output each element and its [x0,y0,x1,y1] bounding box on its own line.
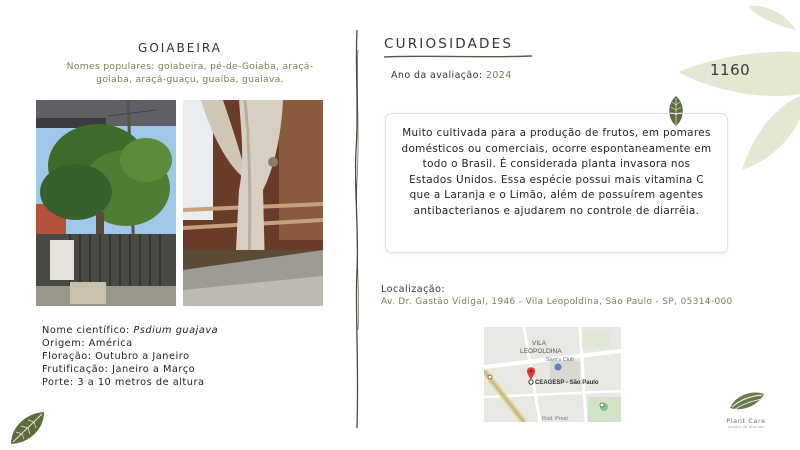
fruiting: Frutificação: Janeiro a Março [42,364,196,375]
map-area-label-1: VILA [532,340,547,347]
record-number: 1160 [710,61,751,79]
evaluation-year [391,70,512,81]
location-address: Av. Dr. Gastão Vidigal, 1946 - Vila Leopoldina, São Paulo - SP, 05314-000 [381,297,733,307]
plant-title: GOIABEIRA [138,41,222,55]
curiosities-card: Muito cultivada para a produção de frutos, em pomares domésticos ou comerciais, ocorre espontaneamente em todo o Brasil. É considerada planta invasora nos Estados Unidos. Essa espécie possui mais vitamina C que a Laranja e o Limão, além de possuírem agentes antibacterianos e ajudarem no controle de diarréia. [385,113,728,253]
map-street-label: Rod. Presi [542,416,568,422]
brand-leaf-icon [726,390,766,412]
map-poi-label: Sam's Club [546,357,574,363]
leaf-shape-top [748,6,796,30]
popular-names: Nomes populares: goiabeira, pé-de-Goiaba, araçá-goiaba, araçá-guaçu, guaíba, guaiava. [66,61,314,85]
flowering: Floração: Outubro a Janeiro [42,351,190,362]
scientific-name-value: Psdium guajava [133,325,219,336]
year-value: 2024 [485,70,512,81]
plant-specs [42,324,218,389]
brand-tagline: jardim de plantas [728,425,764,429]
scientific-name [42,324,218,337]
curiosities-title: CURIOSIDADES [384,36,514,52]
title-underline [384,54,534,60]
photo-trunk [183,100,323,306]
photo-tree [36,100,176,306]
brand-name: Plant Care [726,417,766,425]
location-label: Localização: [381,284,446,295]
origin: Origem: América [42,338,133,349]
map-area-label-2: LEOPOLDINA [520,348,562,355]
location-map[interactable] [484,327,621,422]
year-label: Ano da avaliação: [391,70,486,81]
map-marker-label: CEAGESP - São Paulo [535,380,599,386]
leaf-icon-bottom-left [8,409,48,447]
vertical-divider [350,30,364,430]
leaf-shape-bottom [742,96,800,170]
poi-marker-icon [555,364,562,371]
brand-logo [718,390,774,429]
scientific-name-label: Nome científico: [42,325,134,336]
size: Porte: 3 a 10 metros de altura [42,377,205,388]
